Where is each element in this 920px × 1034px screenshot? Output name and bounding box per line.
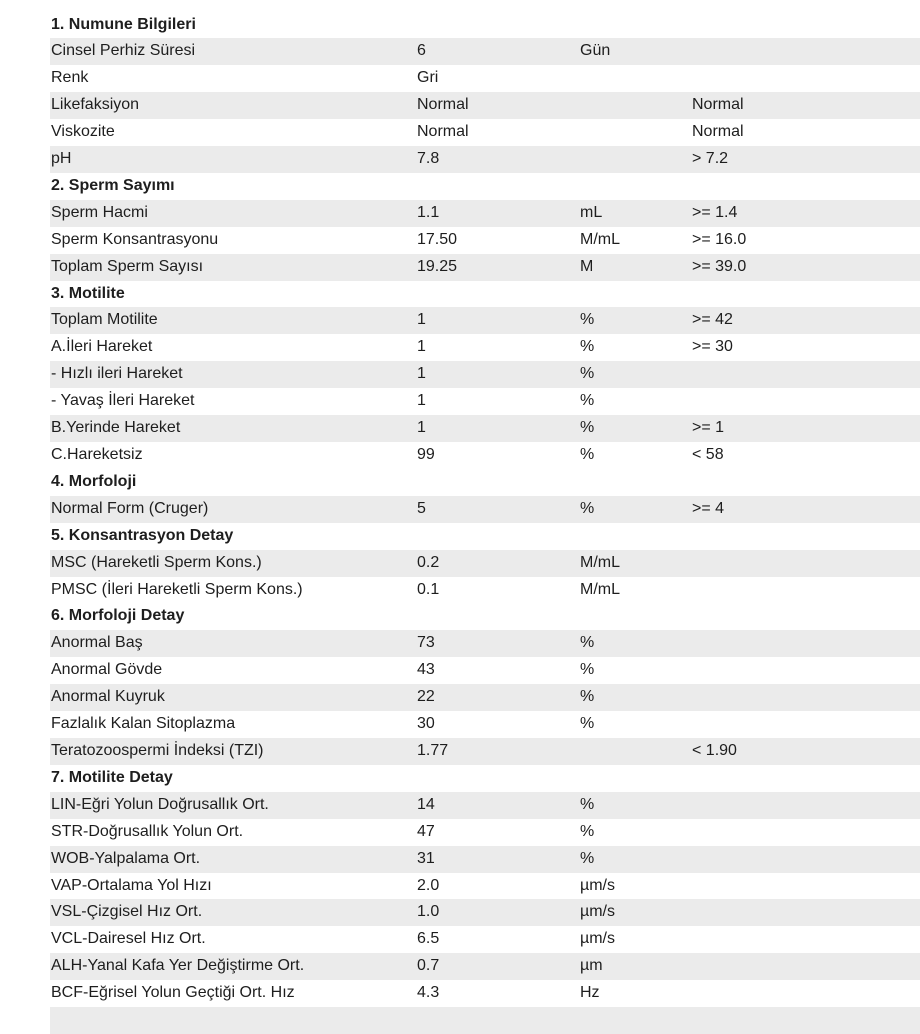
table-row xyxy=(50,442,920,469)
table-row xyxy=(50,953,920,980)
table-row xyxy=(50,200,920,227)
unit: M/mL xyxy=(580,580,620,598)
table-row xyxy=(50,496,920,523)
parameter-label: Toplam Motilite xyxy=(51,311,158,329)
result-value: 0.2 xyxy=(417,553,440,571)
section-title: 5. Konsantrasyon Detay xyxy=(51,526,234,544)
reference-range: >= 30 xyxy=(692,338,733,356)
parameter-label: Sperm Konsantrasyonu xyxy=(51,230,219,248)
unit: µm/s xyxy=(580,876,615,894)
result-value: 6 xyxy=(417,42,426,60)
reference-range: >= 16.0 xyxy=(692,230,747,248)
parameter-label: Normal Form (Cruger) xyxy=(51,499,209,517)
section-title: 1. Numune Bilgileri xyxy=(51,15,196,33)
result-value: 1.77 xyxy=(417,741,449,759)
section-title: 2. Sperm Sayımı xyxy=(51,176,175,194)
unit: % xyxy=(580,822,595,840)
reference-range: > 7.2 xyxy=(692,150,729,168)
parameter-label: pH xyxy=(51,150,72,168)
result-value: 4.3 xyxy=(417,984,440,1002)
parameter-label: Viskozite xyxy=(51,123,115,141)
parameter-label: - Yavaş İleri Hareket xyxy=(51,392,195,410)
section-title: 3. Motilite xyxy=(51,284,125,302)
unit: M/mL xyxy=(580,230,620,248)
table-row xyxy=(50,792,920,819)
unit: µm xyxy=(580,957,603,975)
unit: % xyxy=(580,661,595,679)
parameter-label: Cinsel Perhiz Süresi xyxy=(51,42,196,60)
table-row xyxy=(50,926,920,953)
reference-range: >= 1.4 xyxy=(692,203,738,221)
table-row xyxy=(50,415,920,442)
result-value: 1.0 xyxy=(417,903,440,921)
section-title: 6. Morfoloji Detay xyxy=(51,607,185,625)
table-row xyxy=(50,980,920,1007)
result-value: 1 xyxy=(417,338,426,356)
unit: Hz xyxy=(580,984,600,1002)
parameter-label: Sperm Hacmi xyxy=(51,203,148,221)
unit: % xyxy=(580,499,595,517)
semen-analysis-report xyxy=(50,12,920,1034)
result-value: 17.50 xyxy=(417,230,458,248)
table-row xyxy=(50,577,920,604)
result-value: 7.8 xyxy=(417,150,440,168)
result-value: 0.7 xyxy=(417,957,440,975)
table-row xyxy=(50,334,920,361)
result-value: 1.1 xyxy=(417,203,440,221)
result-value: Gri xyxy=(417,69,439,87)
table-row xyxy=(50,711,920,738)
parameter-label: Teratozoospermi İndeksi (TZI) xyxy=(51,741,264,759)
section-header xyxy=(50,523,920,550)
section-header xyxy=(50,173,920,200)
parameter-label: PMSC (İleri Hareketli Sperm Kons.) xyxy=(51,580,303,598)
reference-range: >= 39.0 xyxy=(692,257,747,275)
table-row xyxy=(50,873,920,900)
table-row xyxy=(50,846,920,873)
table-row xyxy=(50,119,920,146)
section-header xyxy=(50,469,920,496)
table-row xyxy=(50,684,920,711)
result-value: 31 xyxy=(417,849,435,867)
reference-range: >= 42 xyxy=(692,311,733,329)
unit: % xyxy=(580,365,595,383)
result-value: 43 xyxy=(417,661,435,679)
unit: % xyxy=(580,795,595,813)
parameter-label: MSC (Hareketli Sperm Kons.) xyxy=(51,553,262,571)
parameter-label: - Hızlı ileri Hareket xyxy=(51,365,183,383)
reference-range: Normal xyxy=(692,96,744,114)
unit: % xyxy=(580,446,595,463)
table-row xyxy=(50,899,920,926)
result-value: 30 xyxy=(417,715,435,733)
parameter-label: STR-Doğrusallık Yolun Ort. xyxy=(51,822,244,840)
table-row xyxy=(50,550,920,577)
parameter-label: VAP-Ortalama Yol Hızı xyxy=(51,876,212,894)
result-value: 1 xyxy=(417,392,426,410)
unit: µm/s xyxy=(580,903,615,921)
result-value: 0.1 xyxy=(417,580,440,598)
unit: µm/s xyxy=(580,930,615,948)
result-value: 22 xyxy=(417,688,435,706)
result-value: 19.25 xyxy=(417,257,458,275)
parameter-label: C.Hareketsiz xyxy=(51,446,143,463)
result-value: 73 xyxy=(417,634,435,652)
result-value: 99 xyxy=(417,446,435,463)
result-value: Normal xyxy=(417,123,469,141)
table-row xyxy=(50,361,920,388)
result-value: 1 xyxy=(417,419,426,437)
section-header xyxy=(50,765,920,792)
unit: % xyxy=(580,338,595,356)
table-row xyxy=(50,819,920,846)
result-value: 1 xyxy=(417,311,426,329)
reference-range: < 58 xyxy=(692,446,724,463)
table-row xyxy=(50,307,920,334)
table-row xyxy=(50,657,920,684)
section-header xyxy=(50,12,920,39)
parameter-label: A.İleri Hareket xyxy=(51,338,153,356)
result-value: 47 xyxy=(417,822,435,840)
parameter-label: B.Yerinde Hareket xyxy=(51,419,181,437)
parameter-label: Toplam Sperm Sayısı xyxy=(51,257,204,275)
table-row xyxy=(50,92,920,119)
result-value: 1 xyxy=(417,365,426,383)
parameter-label: Likefaksiyon xyxy=(51,96,140,114)
result-value: Normal xyxy=(417,96,469,114)
table-row xyxy=(50,388,920,415)
unit: % xyxy=(580,311,595,329)
parameter-label: Anormal Kuyruk xyxy=(51,688,165,706)
parameter-label: VSL-Çizgisel Hız Ort. xyxy=(51,903,203,921)
parameter-label: WOB-Yalpalama Ort. xyxy=(51,849,201,867)
unit: % xyxy=(580,688,595,706)
parameter-label: Anormal Baş xyxy=(51,634,143,652)
parameter-label: BCF-Eğrisel Yolun Geçtiği Ort. Hız xyxy=(51,984,295,1002)
unit: % xyxy=(580,849,595,867)
parameter-label: VCL-Dairesel Hız Ort. xyxy=(51,930,206,948)
parameter-label: Renk xyxy=(51,69,89,87)
section-title: 4. Morfoloji xyxy=(51,472,137,490)
table-row xyxy=(50,65,920,92)
result-value: 2.0 xyxy=(417,876,440,894)
reference-range: >= 1 xyxy=(692,419,725,437)
parameter-label: LIN-Eğri Yolun Doğrusallık Ort. xyxy=(51,795,269,813)
reference-range: < 1.90 xyxy=(692,741,737,759)
unit: mL xyxy=(580,203,603,221)
parameter-label: ALH-Yanal Kafa Yer Değiştirme Ort. xyxy=(51,957,305,975)
table-row xyxy=(50,630,920,657)
parameter-label: Anormal Gövde xyxy=(51,661,163,679)
result-value: 14 xyxy=(417,795,435,813)
result-value: 5 xyxy=(417,499,426,517)
table-row xyxy=(50,146,920,173)
section-header xyxy=(50,603,920,630)
unit: M/mL xyxy=(580,553,620,571)
unit: % xyxy=(580,715,595,733)
reference-range: Normal xyxy=(692,123,744,141)
unit: % xyxy=(580,392,595,410)
section-title: 7. Motilite Detay xyxy=(51,768,173,786)
unit: % xyxy=(580,634,595,652)
table-row xyxy=(50,1007,920,1034)
result-value: 6.5 xyxy=(417,930,440,948)
unit: M xyxy=(580,257,594,275)
table-row xyxy=(50,38,920,65)
reference-range: >= 4 xyxy=(692,499,725,517)
table-row xyxy=(50,254,920,281)
unit: Gün xyxy=(580,42,611,60)
parameter-label: Fazlalık Kalan Sitoplazma xyxy=(51,715,236,733)
section-header xyxy=(50,281,920,308)
table-row xyxy=(50,738,920,765)
table-row xyxy=(50,227,920,254)
unit: % xyxy=(580,419,595,437)
